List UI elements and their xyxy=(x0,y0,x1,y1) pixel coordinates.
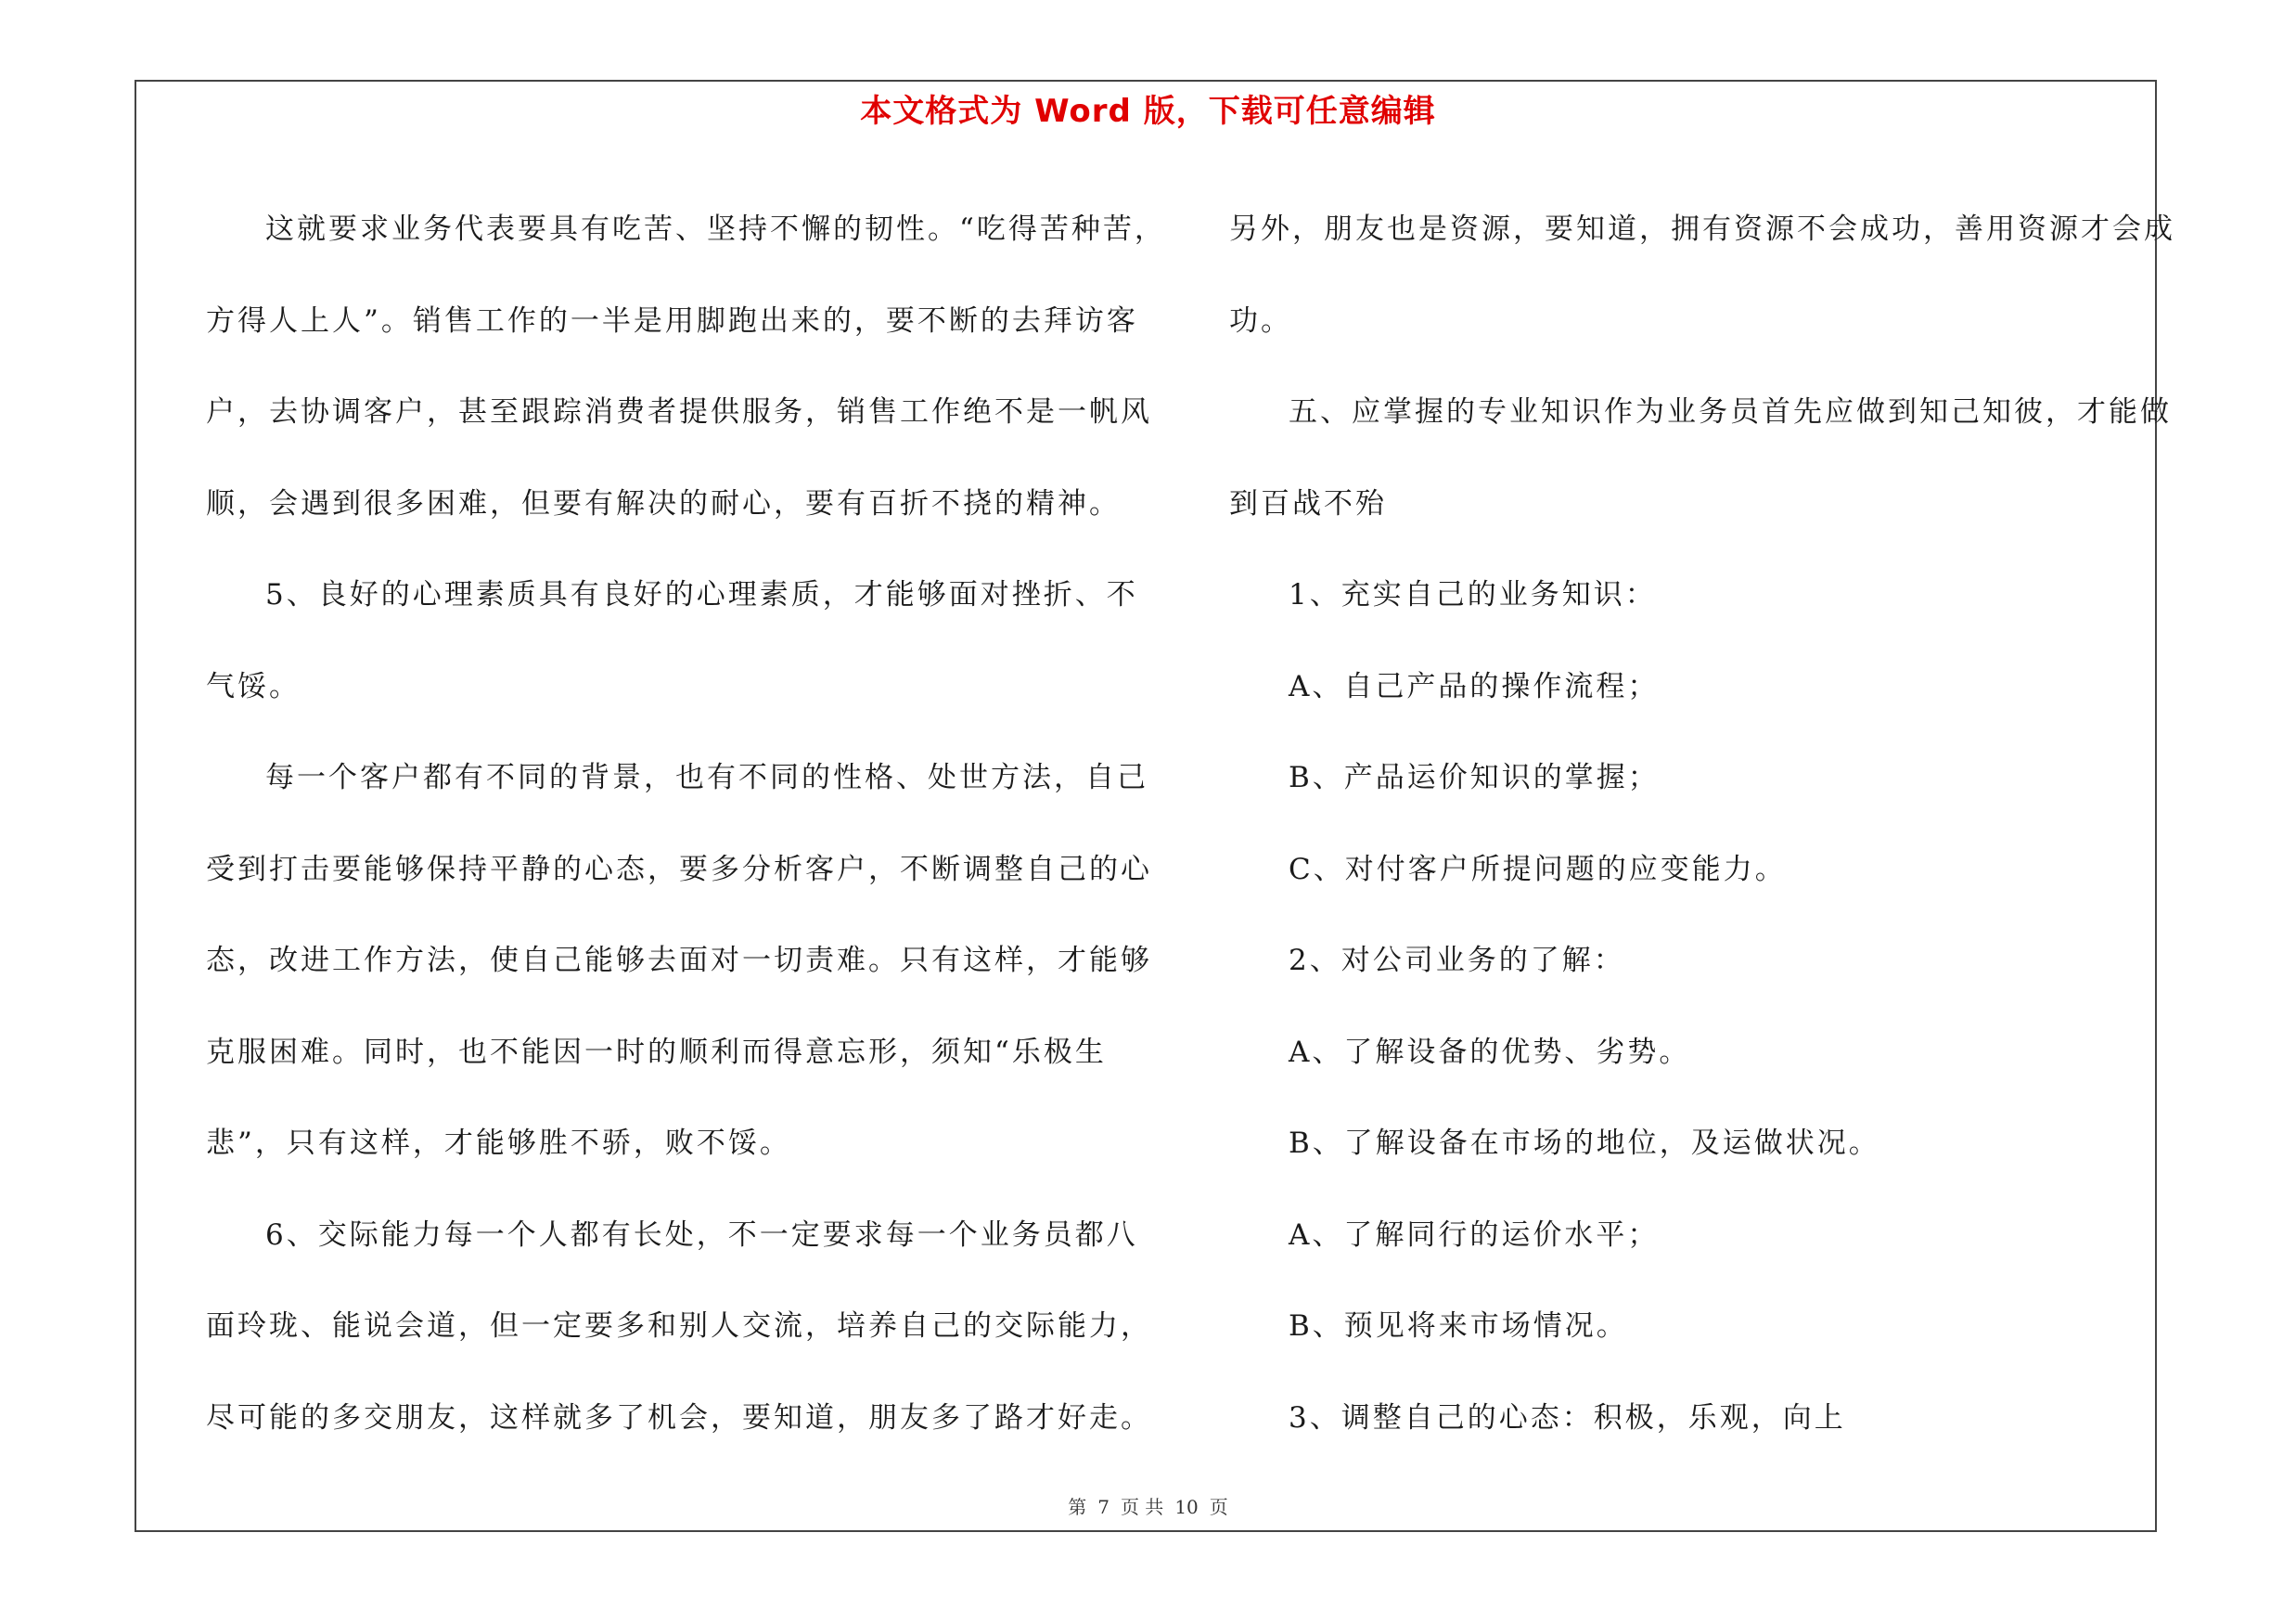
page-footer xyxy=(0,1492,2296,1519)
paragraph-line: A、自己产品的操作流程； xyxy=(1289,669,1660,703)
paragraph-line: A、了解设备的优势、劣势。 xyxy=(1289,1035,1691,1069)
paragraph-line: B、产品运价知识的掌握； xyxy=(1289,761,1660,794)
paragraph-line: A、了解同行的运价水平； xyxy=(1289,1217,1660,1252)
paragraph-line: B、预见将来市场情况。 xyxy=(1289,1309,1628,1343)
paragraph-line: 气馁。 xyxy=(206,669,301,703)
right-column xyxy=(1229,184,2175,1463)
left-column xyxy=(206,184,1166,1463)
paragraph-line: 尽可能的多交朋友，这样就多了机会，要知道，朋友多了路才好走。 xyxy=(206,1400,1152,1435)
footer-middle: 页 共 xyxy=(1120,1496,1164,1518)
header-banner: 本文格式为 Word 版，下载可任意编辑 xyxy=(860,93,1436,130)
paragraph-line: 户，去协调客户，甚至跟踪消费者提供服务，销售工作绝不是一帆风 xyxy=(206,395,1152,429)
paragraph-line: 悲”，只有这样，才能够胜不骄，败不馁。 xyxy=(206,1127,791,1160)
paragraph-line: C、对付客户所提问题的应变能力。 xyxy=(1289,852,1787,886)
paragraph-line: 受到打击要能够保持平静的心态，要多分析客户，不断调整自己的心 xyxy=(206,852,1152,886)
paragraph-line: 2、对公司业务的了解： xyxy=(1289,944,1625,977)
paragraph-line: 面玲珑、能说会道，但一定要多和别人交流，培养自己的交际能力， xyxy=(206,1309,1152,1343)
paragraph-line: 5、良好的心理素质具有良好的心理素质，才能够面对挫折、不 xyxy=(265,578,1138,612)
paragraph-line: 6、交际能力每一个人都有长处，不一定要求每一个业务员都八 xyxy=(265,1217,1138,1252)
paragraph-line: 克服困难。同时，也不能因一时的顺利而得意忘形，须知“乐极生 xyxy=(206,1035,1107,1069)
paragraph-line: 1、充实自己的业务知识： xyxy=(1289,578,1657,612)
paragraph-line: 方得人上人”。销售工作的一半是用脚跑出来的，要不断的去拜访客 xyxy=(206,303,1138,338)
footer-prefix: 第 xyxy=(1068,1496,1087,1518)
page-total: 10 xyxy=(1174,1496,1199,1518)
paragraph-line: 五、应掌握的专业知识作为业务员首先应做到知己知彼，才能做 xyxy=(1289,395,2172,429)
paragraph-line: 这就要求业务代表要具有吃苦、坚持不懈的韧性。“吃得苦种苦， xyxy=(265,213,1166,246)
paragraph-line: 态，改进工作方法，使自己能够去面对一切责难。只有这样，才能够 xyxy=(206,944,1152,977)
paragraph-line: B、了解设备在市场的地位，及运做状况。 xyxy=(1289,1127,1880,1160)
page-number: 7 xyxy=(1097,1496,1110,1518)
paragraph-line: 每一个客户都有不同的背景，也有不同的性格、处世方法，自己 xyxy=(265,761,1148,794)
paragraph-line: 另外，朋友也是资源，要知道，拥有资源不会成功，善用资源才会成 xyxy=(1229,213,2175,246)
paragraph-line: 3、调整自己的心态：积极，乐观，向上 xyxy=(1289,1400,1846,1435)
paragraph-line: 功。 xyxy=(1229,303,1292,338)
footer-suffix: 页 xyxy=(1209,1496,1228,1518)
paragraph-line: 顺，会遇到很多困难，但要有解决的耐心，要有百折不挠的精神。 xyxy=(206,486,1121,521)
paragraph-line: 到百战不殆 xyxy=(1229,486,1387,521)
